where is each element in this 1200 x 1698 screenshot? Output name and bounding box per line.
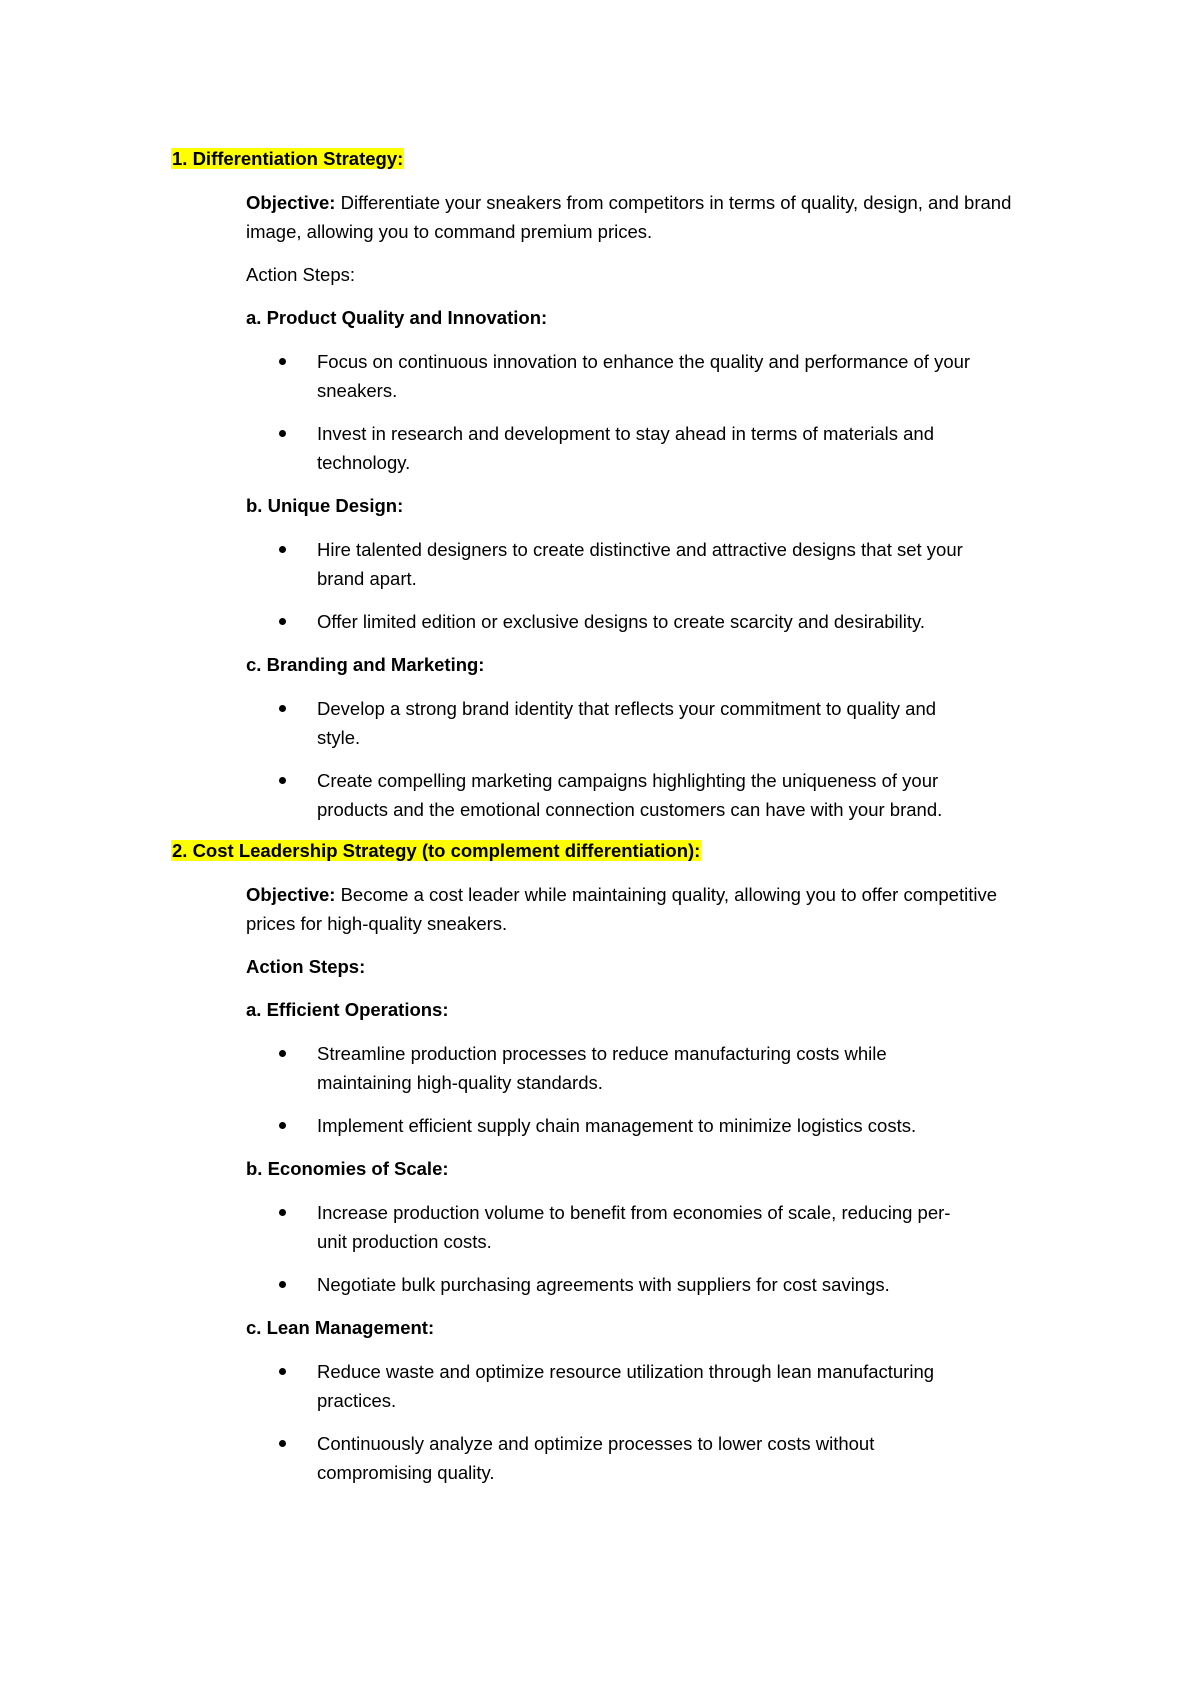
objective-label: Objective:	[246, 884, 336, 905]
document-content	[171, 146, 1071, 1501]
list-item	[246, 607, 977, 636]
bullet-icon	[279, 777, 286, 784]
list-item	[246, 1429, 977, 1487]
subsection-title: a. Efficient Operations:	[246, 999, 449, 1020]
bullet-icon	[279, 430, 286, 437]
list-item	[246, 1357, 977, 1415]
bullet-icon	[279, 1440, 286, 1447]
action-steps-heading	[246, 952, 1046, 981]
objective-paragraph	[246, 188, 1046, 246]
bullet-icon	[279, 546, 286, 553]
action-steps-heading: Action Steps:	[246, 264, 356, 285]
subsection-title: b. Economies of Scale:	[246, 1158, 449, 1179]
bullet-icon	[279, 1050, 286, 1057]
objective-label: Objective:	[246, 192, 336, 213]
subsection-title: b. Unique Design:	[246, 495, 404, 516]
bullet-icon	[279, 618, 286, 625]
list-item	[246, 347, 977, 405]
bullet-icon	[279, 1122, 286, 1129]
bullet-list	[246, 694, 1046, 824]
list-item-text: Reduce waste and optimize resource utilization through lean manufacturing practices.	[317, 1361, 935, 1411]
section-body	[246, 188, 1046, 824]
section-differentiation	[171, 146, 1071, 824]
bullet-list	[246, 1039, 1046, 1140]
bullet-icon	[279, 1281, 286, 1288]
list-item-text: Implement efficient supply chain management to minimize logistics costs.	[317, 1115, 917, 1136]
bullet-icon	[279, 1368, 286, 1375]
objective-paragraph	[246, 880, 1046, 938]
bullet-icon	[279, 358, 286, 365]
list-item	[246, 766, 977, 824]
bullet-list	[246, 1198, 1046, 1299]
list-item	[246, 1039, 977, 1097]
subsection-title: c. Branding and Marketing:	[246, 654, 485, 675]
section-cost-leadership	[171, 838, 1071, 1487]
section-heading-highlight: 2. Cost Leadership Strategy (to complement differentiation):	[172, 840, 701, 861]
subsection-title: a. Product Quality and Innovation:	[246, 307, 548, 328]
subsection-title: c. Lean Management:	[246, 1317, 435, 1338]
section-heading	[171, 146, 1071, 172]
list-item-text: Hire talented designers to create distinctive and attractive designs that set your brand apart.	[317, 539, 963, 589]
action-steps-label: Action Steps:	[246, 956, 366, 977]
bullet-icon	[279, 705, 286, 712]
list-item-text: Focus on continuous innovation to enhance the quality and performance of your sneakers.	[317, 351, 971, 401]
bullet-icon	[279, 1209, 286, 1216]
list-item	[246, 419, 977, 477]
objective-text: Become a cost leader while maintaining quality, allowing you to offer competitive prices for high-quality sneakers.	[246, 884, 998, 934]
bullet-list	[246, 347, 1046, 477]
objective-text: Differentiate your sneakers from competitors in terms of quality, design, and brand image, allowing you to command premium prices.	[246, 192, 1012, 242]
bullet-list	[246, 535, 1046, 636]
list-item-text: Create compelling marketing campaigns highlighting the uniqueness of your products and the emotional connection customers can have with your brand.	[317, 770, 943, 820]
section-body	[246, 880, 1046, 1487]
list-item	[246, 1111, 977, 1140]
list-item-text: Negotiate bulk purchasing agreements with suppliers for cost savings.	[317, 1274, 890, 1295]
list-item	[246, 1270, 977, 1299]
list-item-text: Develop a strong brand identity that reflects your commitment to quality and style.	[317, 698, 937, 748]
list-item-text: Offer limited edition or exclusive designs to create scarcity and desirability.	[317, 611, 926, 632]
list-item-text: Invest in research and development to stay ahead in terms of materials and technology.	[317, 423, 935, 473]
list-item-text: Continuously analyze and optimize processes to lower costs without compromising quality.	[317, 1433, 875, 1483]
section-heading-highlight: 1. Differentiation Strategy:	[172, 148, 404, 169]
bullet-list	[246, 1357, 1046, 1487]
list-item	[246, 535, 977, 593]
list-item	[246, 694, 977, 752]
list-item-text: Increase production volume to benefit from economies of scale, reducing per-unit production costs.	[317, 1202, 951, 1252]
list-item-text: Streamline production processes to reduce manufacturing costs while maintaining high-quality standards.	[317, 1043, 887, 1093]
section-heading	[171, 838, 1071, 864]
list-item	[246, 1198, 977, 1256]
